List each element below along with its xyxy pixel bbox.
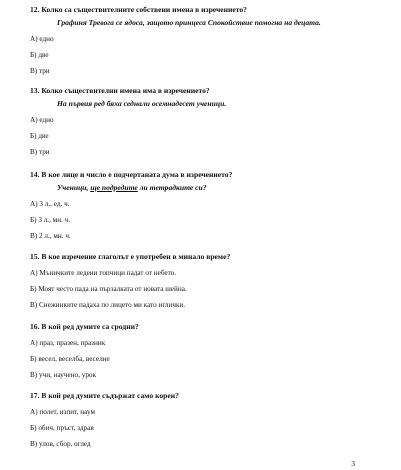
answer-option-b[interactable]: Б) Моят често пада на пързалката от новата шейна. xyxy=(30,285,187,293)
question-title: 14. В кое лице и число е подчертаната дума в изречението? xyxy=(30,170,233,179)
answer-option-c[interactable]: В) три xyxy=(30,148,50,156)
question-14 xyxy=(30,170,385,241)
answer-option-b[interactable]: Б) весел, веселба, веселие xyxy=(30,355,110,363)
answer-option-c[interactable]: В) 2 л., мн. ч. xyxy=(30,232,71,240)
answer-option-a[interactable]: А) 3 л., ед. ч. xyxy=(30,200,70,208)
answer-option-c[interactable]: В) три xyxy=(30,67,50,75)
answer-option-b[interactable]: Б) 3 л., мн. ч. xyxy=(30,216,71,224)
answer-option-c[interactable]: В) улов, сбор, оглед xyxy=(30,440,91,448)
question-sentence xyxy=(57,183,385,193)
sentence-part: Ученици, xyxy=(57,183,91,192)
question-15 xyxy=(30,252,385,310)
question-17 xyxy=(30,391,385,449)
question-title: 16. В кой ред думите са сродни? xyxy=(30,322,139,331)
answer-option-b[interactable]: Б) две xyxy=(30,51,49,59)
answer-option-c[interactable]: В) Снежинките падаха по лицето ми като иглички. xyxy=(30,301,186,309)
answer-option-a[interactable]: А) полет, изпит, наум xyxy=(30,408,95,416)
question-title: 15. В кое изречение глаголът е употребен в минало време? xyxy=(30,252,231,261)
underlined-word: ще подредите xyxy=(90,183,138,192)
question-title: 17. В кой ред думите съдържат само корен? xyxy=(30,391,179,400)
sentence-part: ли тетрадките си? xyxy=(137,183,207,192)
answer-option-c[interactable]: В) учи, научено, урок xyxy=(30,371,97,379)
answer-option-a[interactable]: А) едно xyxy=(30,116,54,124)
question-sentence: Графиня Тревога се ядоса, защото принцеса Спокойствие помогна на децата. xyxy=(57,18,321,27)
question-12 xyxy=(30,5,385,76)
question-13 xyxy=(30,86,385,157)
answer-option-a[interactable]: А) Мъничките ледени топчици падат от небето. xyxy=(30,269,177,277)
question-sentence: На първия ред бяха седнали осемнадесет ученици. xyxy=(57,99,227,108)
page-number: 3 xyxy=(351,459,355,468)
answer-option-a[interactable]: А) едно xyxy=(30,35,54,43)
answer-option-b[interactable]: Б) две xyxy=(30,132,49,140)
answer-option-b[interactable]: Б) обич, пръст, здрав xyxy=(30,424,94,432)
question-16 xyxy=(30,322,385,380)
question-title: 12. Колко са съществителните собствени имена в изречението? xyxy=(30,5,247,14)
answer-option-a[interactable]: А) праз, празен, празник xyxy=(30,339,106,347)
question-title: 13. Колко съществителни имена има в изречението? xyxy=(30,86,210,95)
